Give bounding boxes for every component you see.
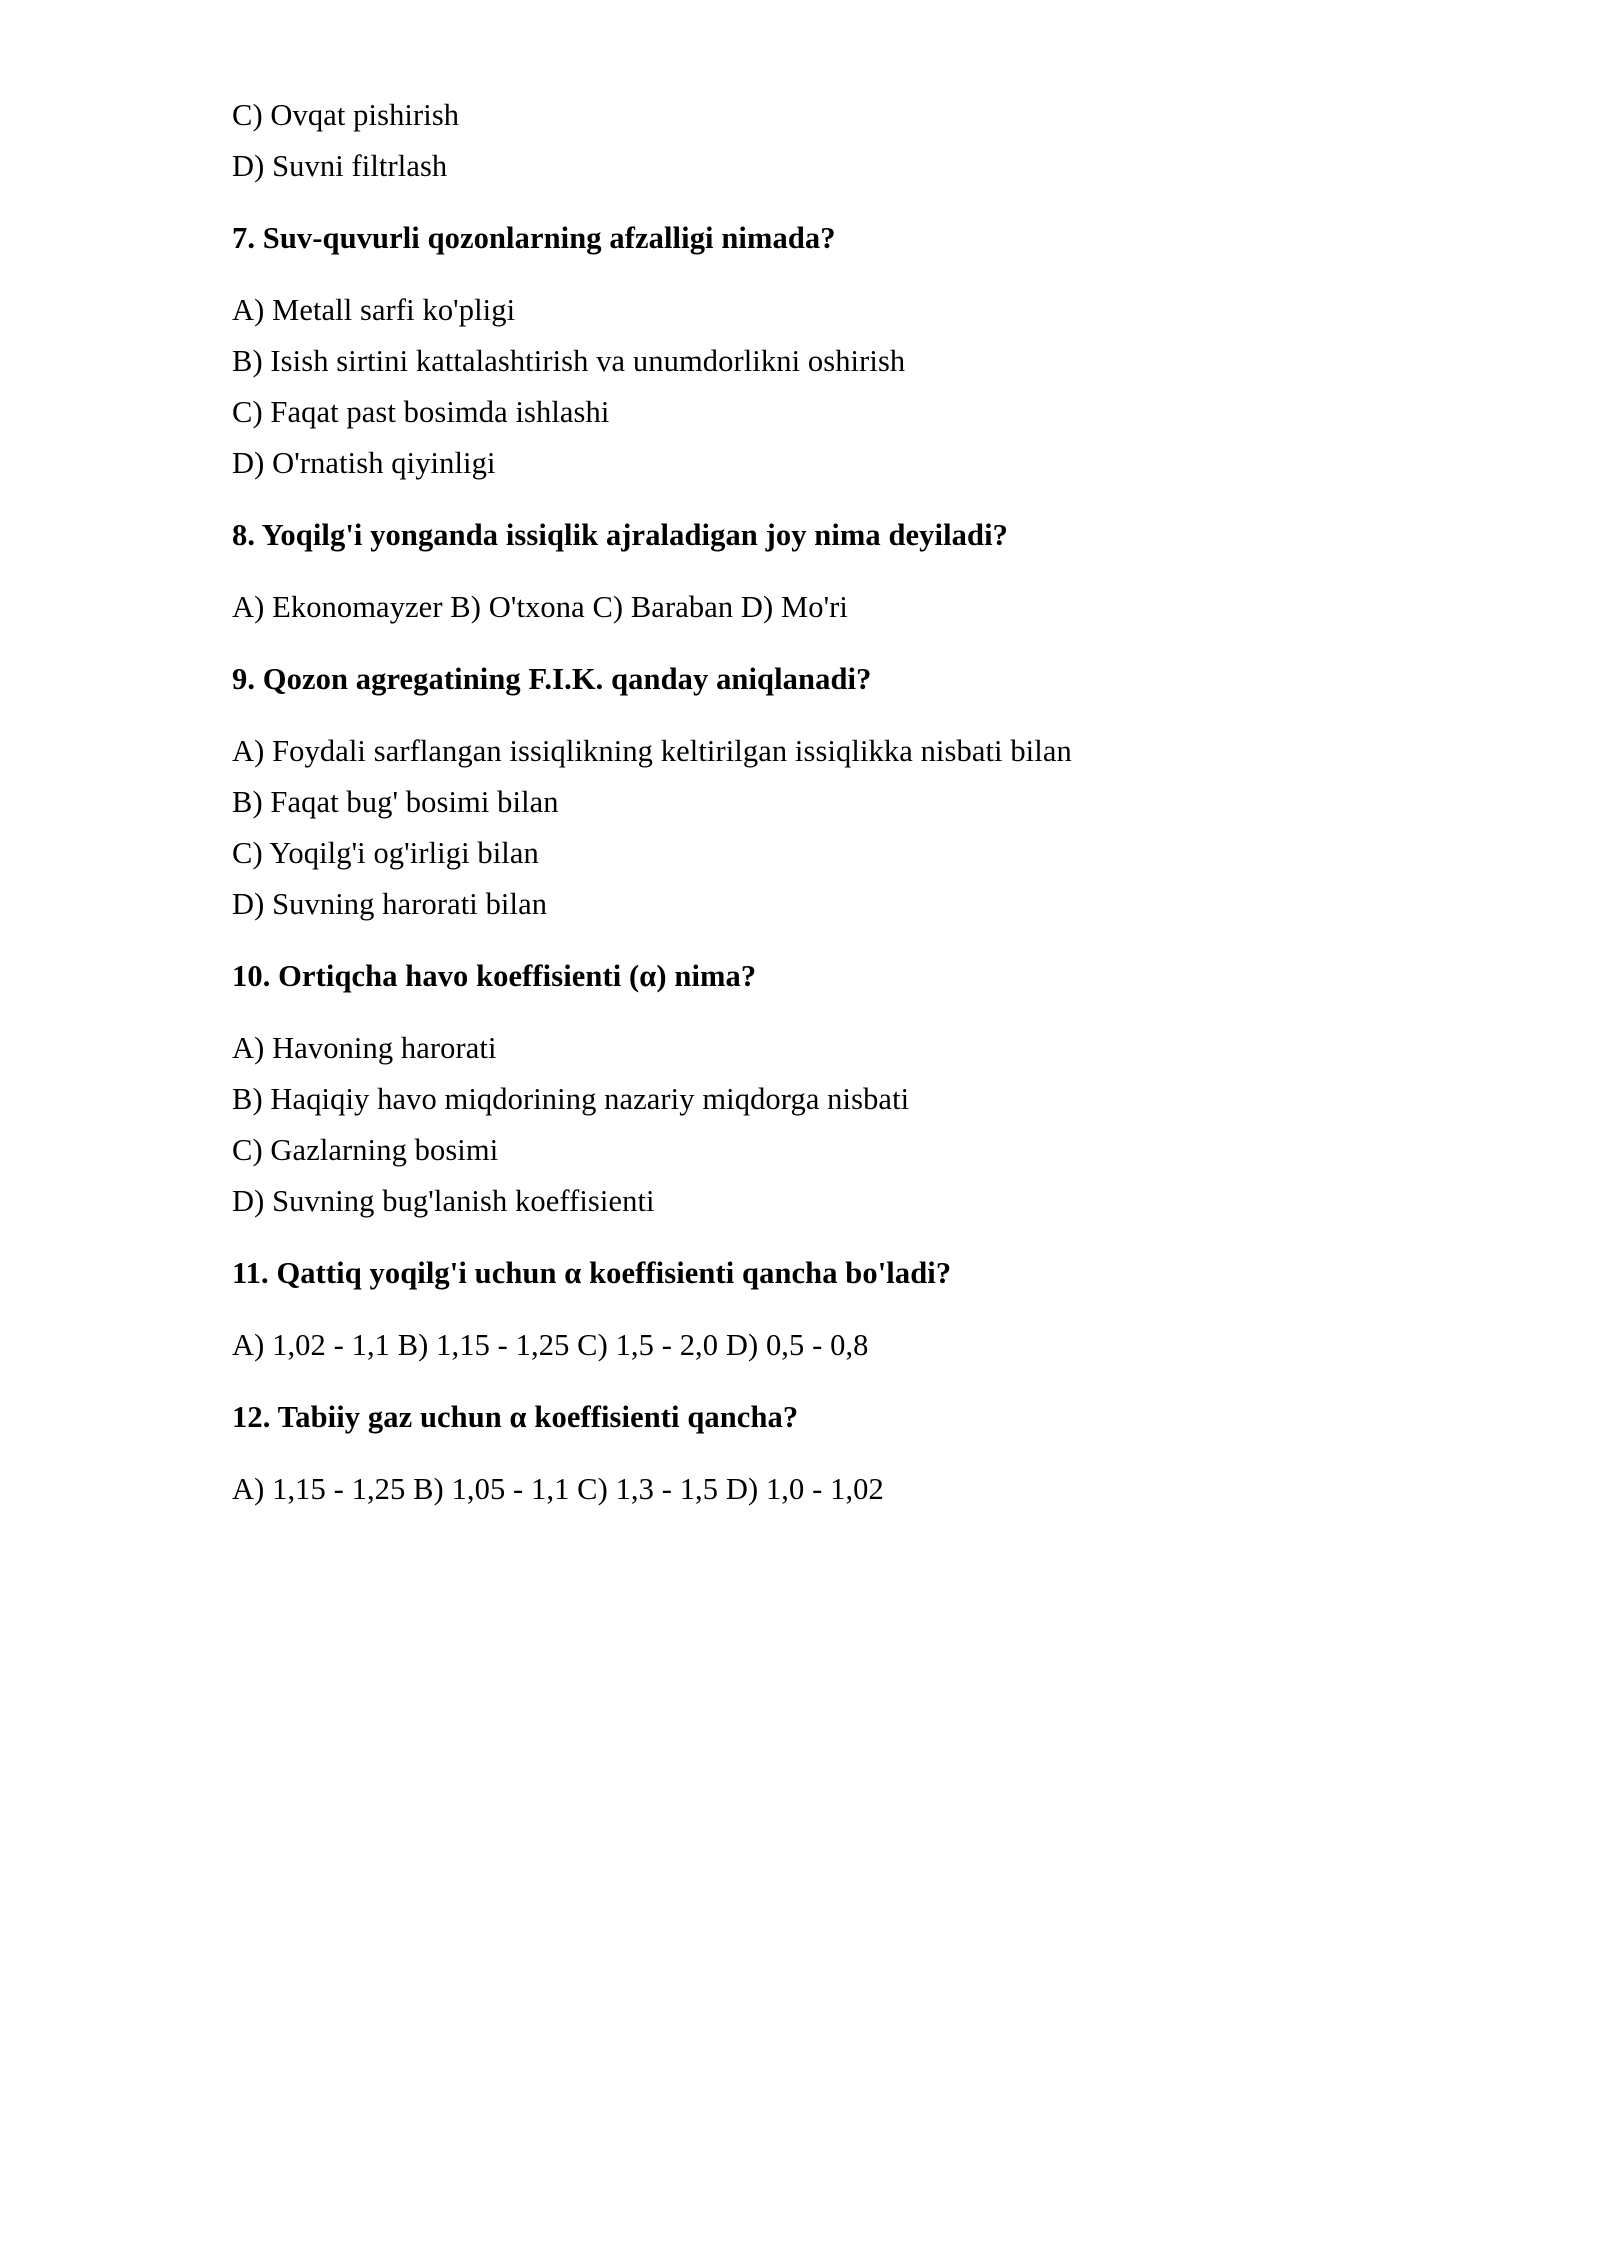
answer-option: D) O'rnatish qiyinligi <box>232 446 496 480</box>
answer-option: A) Havoning harorati <box>232 1031 497 1065</box>
answer-option: D) Suvning harorati bilan <box>232 887 548 921</box>
answer-option: C) Faqat past bosimda ishlashi <box>232 395 610 429</box>
answer-option: A) 1,02 - 1,1 B) 1,15 - 1,25 C) 1,5 - 2,0 D) 0,5 - 0,8 <box>232 1328 869 1362</box>
answers-group <box>232 1330 1392 1361</box>
answers-group <box>232 100 1392 182</box>
answer-option: A) Metall sarfi ko'pligi <box>232 293 516 327</box>
answer-option: D) Suvning bug'lanish koeffisienti <box>232 1184 655 1218</box>
answer-option: A) Foydali sarflangan issiqlikning keltirilgan issiqlikka nisbati bilan <box>232 734 1072 768</box>
question-heading: 7. Suv-quvurli qozonlarning afzalligi nimada? <box>232 220 836 255</box>
answer-option: D) Suvni filtrlash <box>232 149 448 183</box>
question-heading: 12. Tabiiy gaz uchun α koeffisienti qancha? <box>232 1399 799 1434</box>
answers-group <box>232 1474 1392 1505</box>
answer-option: B) Isish sirtini kattalashtirish va unumdorlikni oshirish <box>232 344 906 378</box>
answer-option: A) 1,15 - 1,25 B) 1,05 - 1,1 C) 1,3 - 1,5 D) 1,0 - 1,02 <box>232 1472 884 1506</box>
answer-option: B) Haqiqiy havo miqdorining nazariy miqdorga nisbati <box>232 1082 910 1116</box>
question-heading-block <box>232 958 1392 993</box>
question-heading: 9. Qozon agregatining F.I.K. qanday aniqlanadi? <box>232 661 872 696</box>
answer-option: A) Ekonomayzer B) O'txona C) Baraban D) Mo'ri <box>232 590 849 624</box>
question-heading-block <box>232 220 1392 255</box>
document-content <box>232 100 1392 1505</box>
answer-option: C) Ovqat pishirish <box>232 98 460 132</box>
question-heading: 8. Yoqilg'i yonganda issiqlik ajraladigan joy nima deyiladi? <box>232 517 1009 552</box>
question-heading-block <box>232 1399 1392 1434</box>
question-heading: 10. Ortiqcha havo koeffisienti (α) nima? <box>232 958 757 993</box>
question-heading-block <box>232 1255 1392 1290</box>
question-heading: 11. Qattiq yoqilg'i uchun α koeffisienti qancha bo'ladi? <box>232 1255 952 1290</box>
answers-group <box>232 295 1392 479</box>
answer-option: B) Faqat bug' bosimi bilan <box>232 785 559 819</box>
answer-option: C) Gazlarning bosimi <box>232 1133 499 1167</box>
answers-group <box>232 1033 1392 1217</box>
answers-group <box>232 592 1392 623</box>
answer-option: C) Yoqilg'i og'irligi bilan <box>232 836 539 870</box>
question-heading-block <box>232 517 1392 552</box>
answers-group <box>232 736 1392 920</box>
question-heading-block <box>232 661 1392 696</box>
